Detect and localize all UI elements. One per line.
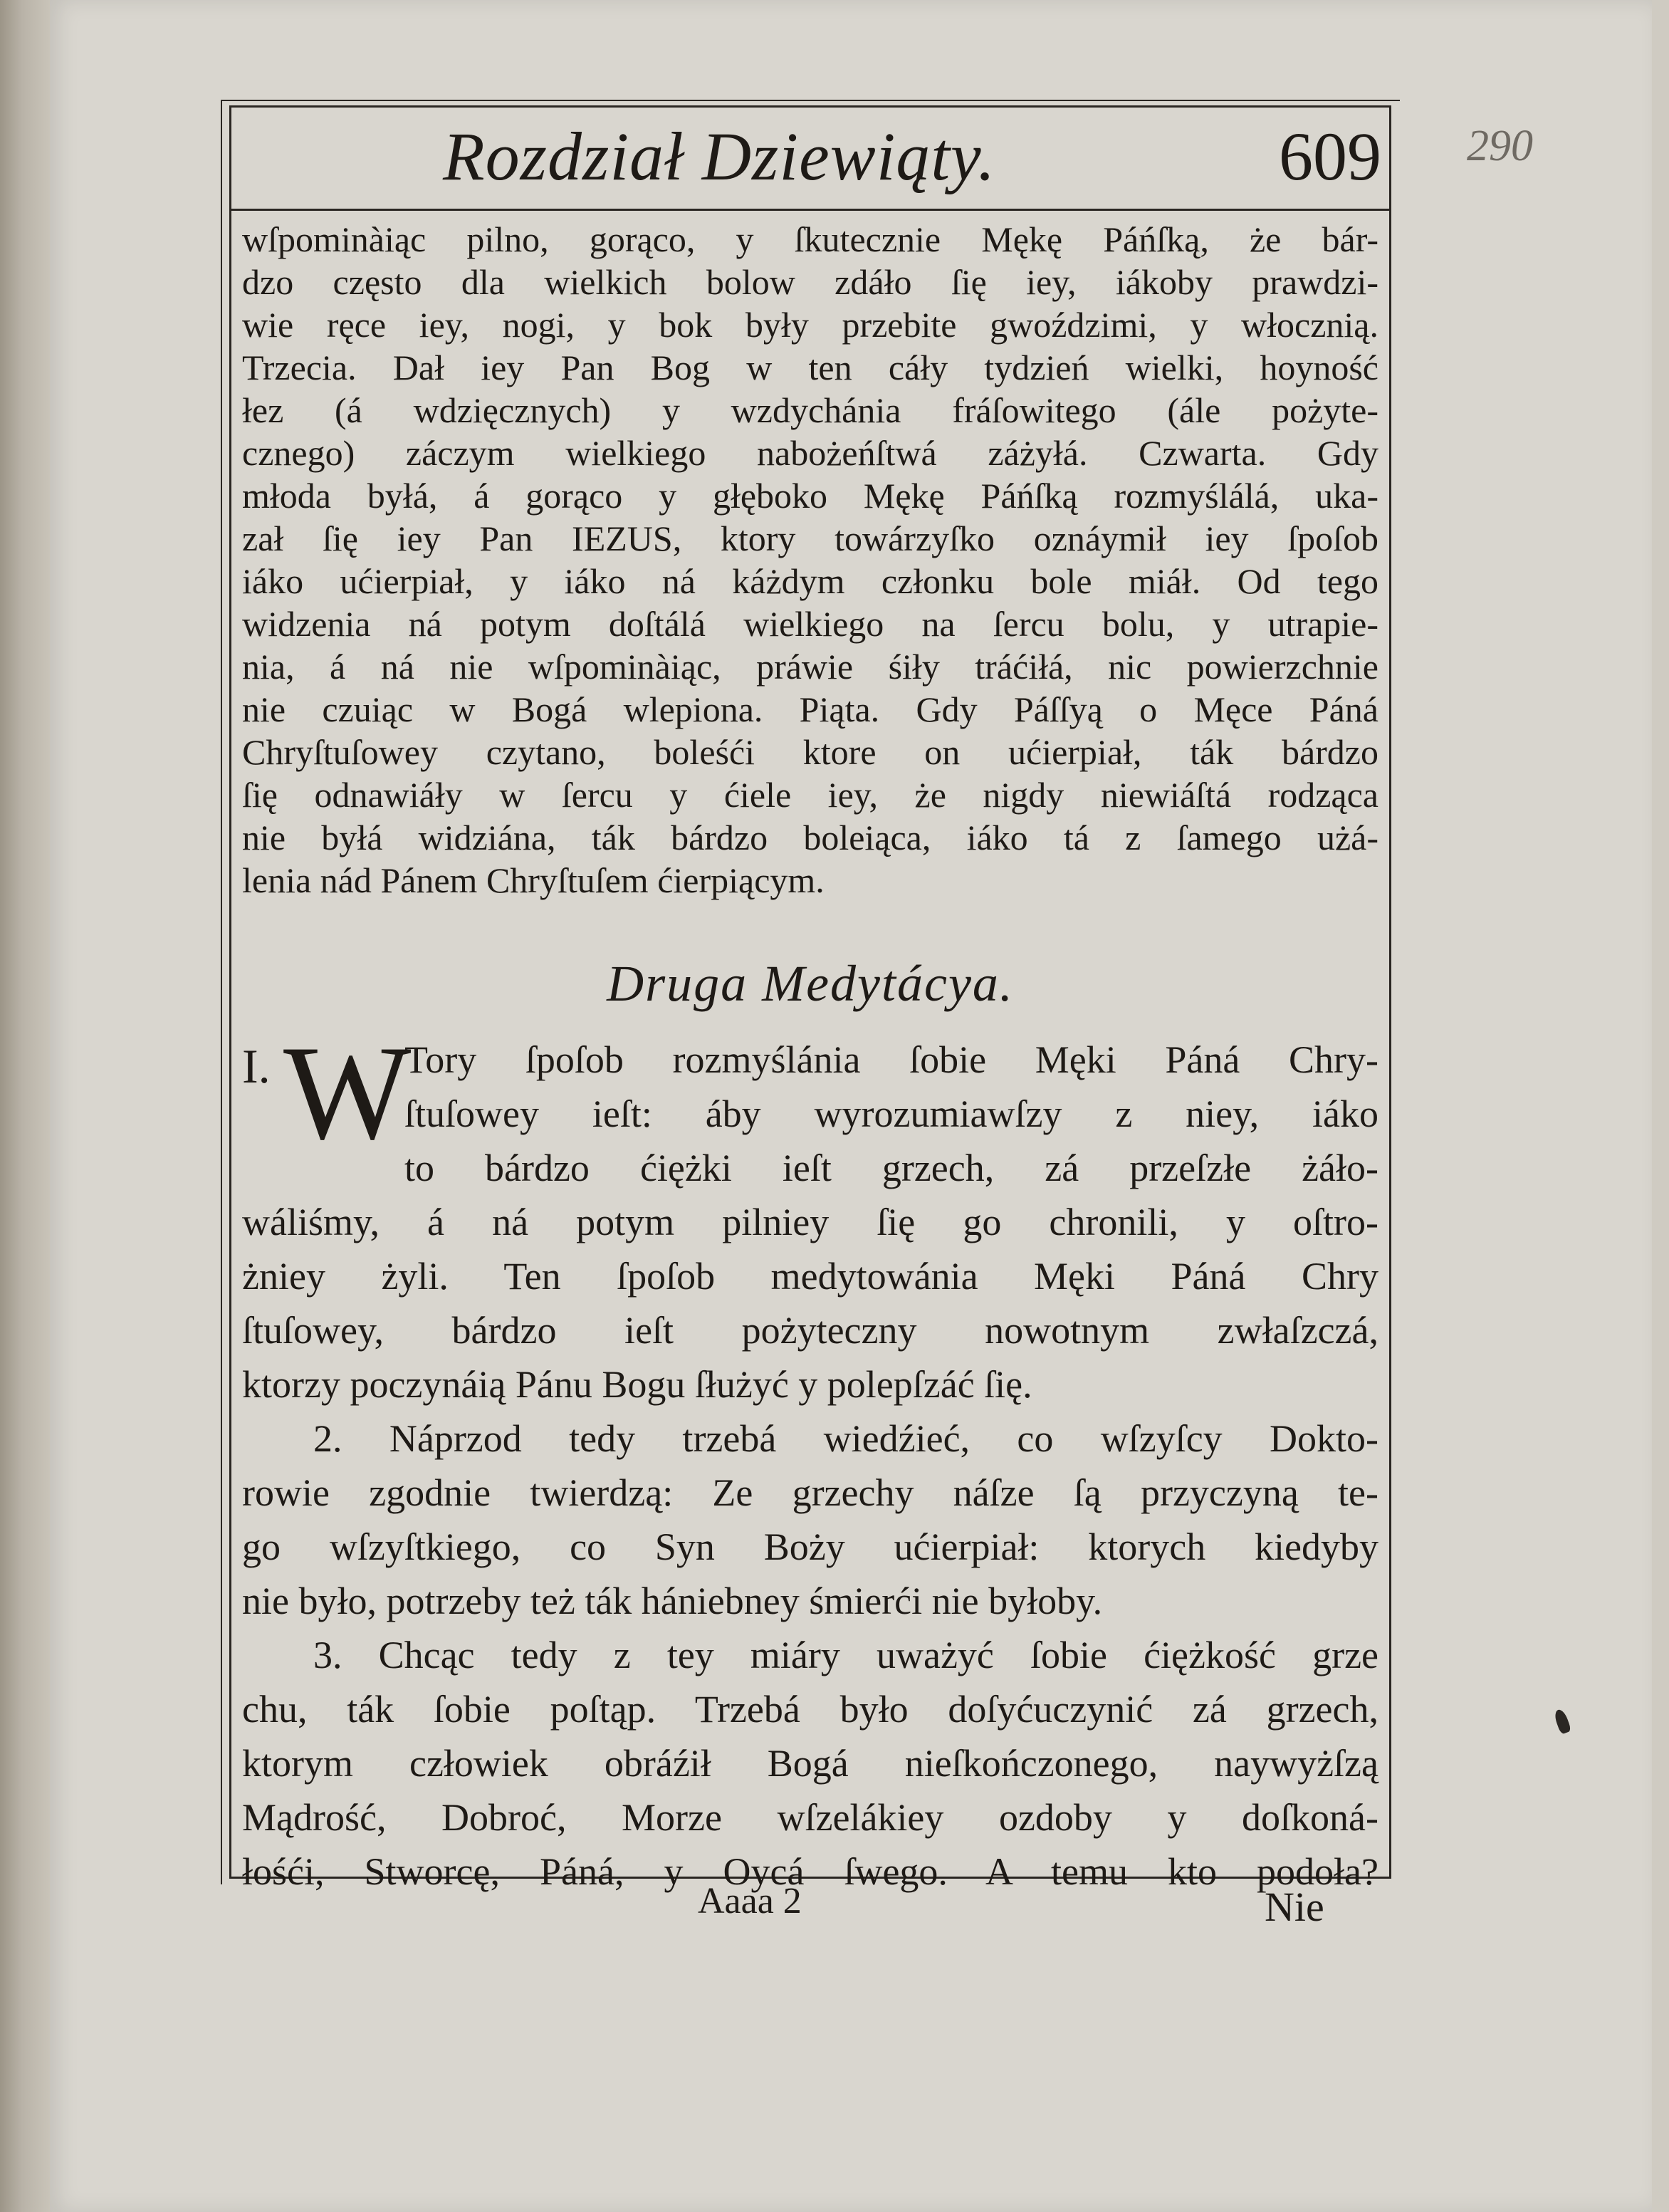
text-line: nie byłá widziána, ták bárdzo boleiąca, iáko tá z ſamego użá- [242,818,1378,857]
text-line: łośći, Stworcę, Páná, y Oycá ſwego. A temu kto podoła? [242,1850,1378,1893]
signature-mark: Aaaa 2 [698,1881,802,1921]
text-line: Trzecia. Dał iey Pan Bog w ten cáły tydzień wielki, hoyność [242,348,1378,387]
text-line: Mądrość, Dobroć, Morze wſzelákiey ozdoby y doſkoná- [242,1796,1378,1839]
text-line: 2. Náprzod tedy trzebá wiedźieć, co wſzyſcy Dokto- [313,1417,1378,1460]
text-line: iáko ućierpiał, y iáko ná káżdym członku bole miáł. Od tego [242,561,1378,601]
section-heading: Druga Medytácya. [607,955,1014,1012]
meditation-section [242,1018,1378,1899]
running-head [229,111,1391,211]
text-line: ktorzy poczynáią Pánu Bogu ſłużyć y polepſzáć ſię. [242,1363,1032,1406]
catchword: Nie [1265,1884,1324,1930]
text-line: ſtuſowey ieſt: áby wyrozumiawſzy z niey, iáko [404,1092,1378,1135]
text-line: zał ſię iey Pan IEZUS, ktory towárzyſko oznáymił iey ſpoſob [242,518,1378,558]
text-line: 3. Chcąc tedy z tey miáry uważyć ſobie ćiężkość grze [313,1634,1378,1676]
text-line: wáliśmy, á ná potym pilniey ſię go chronili, y oſtro- [242,1201,1378,1243]
text-line: wſpominàiąc pilno, gorąco, y ſkutecznie Mękę Páńſką, że bár- [242,219,1378,259]
text-line: go wſzyſtkiego, co Syn Boży ućierpiał: ktorych kiedyby [242,1525,1378,1568]
text-line: ſtuſowey, bárdzo ieſt pożyteczny nowotnym zwłaſzczá, [242,1309,1378,1352]
text-line: nie było, potrzeby też ták hániebney śmierći nie byłoby. [242,1580,1103,1622]
text-line: żniey żyli. Ten ſpoſob medytowánia Męki Páná Chry [242,1255,1378,1298]
first-paragraph [242,218,1378,902]
text-line: łez (á wdzięcznych) y wzdychánia fráſowitego (ále pożyte- [242,390,1378,430]
text-line: chu, ták ſobie poſtąp. Trzebá było doſyćuczynić zá grzech, [242,1688,1378,1731]
text-line: nia, á ná nie wſpominàiąc, práwie śiły tráćiłá, nic powierzchnie [242,647,1378,687]
text-line: młoda byłá, á gorąco y głęboko Mękę Páńſką rozmyślálá, uka- [242,476,1378,516]
margin-folio-note: 290 [1467,122,1533,170]
text-line: cznego) záczym wielkiego nabożeńſtwá záżyłá. Czwarta. Gdy [242,433,1378,473]
text-line: wie ręce iey, nogi, y bok były przebite gwoździmi, y włocznią. [242,305,1378,345]
text-line: lenia nád Pánem Chryſtuſem ćierpiącym. [242,860,825,900]
page-number: 609 [1279,118,1381,194]
book-binding [0,0,50,2212]
text-line: ſię odnawiáły w ſercu y ćiele iey, że nigdy niewiáſtá rodząca [242,775,1378,815]
text-line: dzo często dla wielkich bolow zdáło ſię iey, iákoby prawdzi- [242,262,1378,302]
text-line: Chryſtuſowey czytano, boleśći ktore on ućierpiał, ták bárdzo [242,732,1378,772]
section-number: I. [242,1039,271,1093]
text-line: ktorym człowiek obráźił Bogá nieſkończonego, naywyżſzą [242,1742,1378,1785]
text-line: to bárdzo ćiężki ieſt grzech, zá przeſzłe żáło- [404,1147,1378,1189]
text-line: Tory ſpoſob rozmyślánia ſobie Męki Páná Chry- [404,1038,1378,1081]
text-line: rowie zgodnie twierdzą: Ze grzechy náſze ſą przyczyną te- [242,1471,1378,1514]
text-line: widzenia ná potym doſtálá wielkiego na ſercu bolu, y utrapie- [242,604,1378,644]
running-title: Rozdział Dziewiąty. [443,118,996,194]
text-line: nie czuiąc w Bogá wlepiona. Piąta. Gdy Páſſyą o Męce Páná [242,689,1378,729]
drop-cap-initial: W [283,1018,412,1168]
